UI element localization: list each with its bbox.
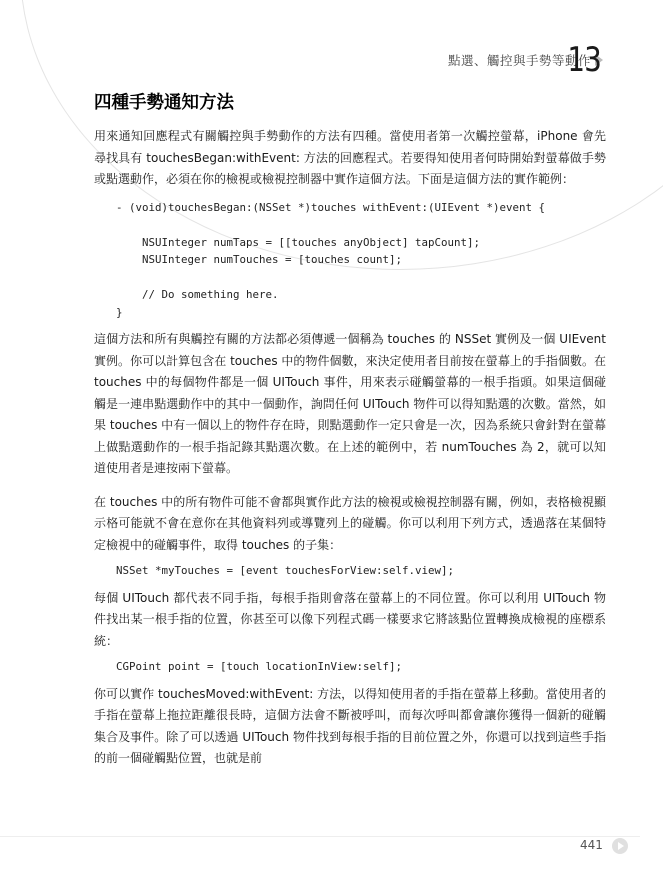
footer-divider [0, 836, 640, 837]
paragraph-3: 在 touches 中的所有物件可能不會都與實作此方法的檢視或檢視控制器有關，例如，表格檢視顯示格可能就不會在意你在其他資料列或導覽列上的碰觸。你可以利用下列方式，透過落在某個特定檢視中的碰觸事件，取得 touches 的子集： [94, 494, 606, 552]
page-content [94, 92, 606, 770]
paragraph-4: 每個 UITouch 都代表不同手指，每根手指則會落在螢幕上的不同位置。你可以利用 UITouch 物件找出某一根手指的位置，你甚至可以像下列程式碼一樣要求它將該點位置轉換成檢視的座標系統： [94, 590, 606, 648]
page-number: 441 [580, 838, 603, 852]
running-title: 點選、觸控與手勢等動作 [447, 53, 591, 68]
paragraph-1: 用來通知回應程式有關觸控與手勢動作的方法有四種。當使用者第一次觸控螢幕，iPhone 會先尋找具有 touchesBegan:withEvent: 方法的回應程式。若要得知使用者何時開始對螢幕做手勢或點選動作，必須在你的檢視或檢視控制器中實作這個方法。下面是這個方法的實作範例： [94, 129, 606, 186]
paragraph-5: 你可以實作 touchesMoved:withEvent: 方法，以得知使用者的手指在螢幕上移動。當使用者的手指在螢幕上拖拉距離很長時，這個方法會不斷被呼叫，而每次呼叫都會讓你獲得一個新的碰觸集合及事件。除了可以透過 UITouch 物件找到每根手指的目前位置之外，你還可以找到這些手指的前一個碰觸點位置，也就是前 [94, 686, 606, 765]
paragraph-2: 這個方法和所有與觸控有關的方法都必須傳遞一個稱為 touches 的 NSSet 實例及一個 UIEvent 實例。你可以計算包含在 touches 中的物件個數，來決定使用者目前按在螢幕上的手指個數。在 touches 中的每個物件都是一個 UITouch 事件，用來表示碰觸螢幕的一根手指頭。如果這個碰觸是一連串點選動作中的其中一個動作，詢問任何 UITouch 物件可以得知點選的次數。當然，如果 touches 中有一個以上的物件存在時，則點選動作一定只會是一次，因為系統只會針對在螢幕上做點選動作的一根手指記錄其點選次數。在上述的範例中，若 numTouches 為 2，就可以知道使用者是連按兩下螢幕。 [94, 332, 606, 475]
code-touches-for-view: NSSet *myTouches = [event touchesForView:self.view]; [116, 564, 455, 577]
chapter-number: 13 [567, 40, 602, 80]
section-title: 四種手勢通知方法 [94, 93, 234, 113]
code-touches-began: - (void)touchesBegan:(NSSet *)touches withEvent:(UIEvent *)event { NSUInteger numTaps = [[touches anyObject] tapCount]; NSUInteger numTouches = [touches count]; // Do something here. } [116, 200, 546, 319]
next-arrow-icon [612, 838, 628, 854]
code-location-in-view: CGPoint point = [touch locationInView:self]; [116, 660, 403, 673]
